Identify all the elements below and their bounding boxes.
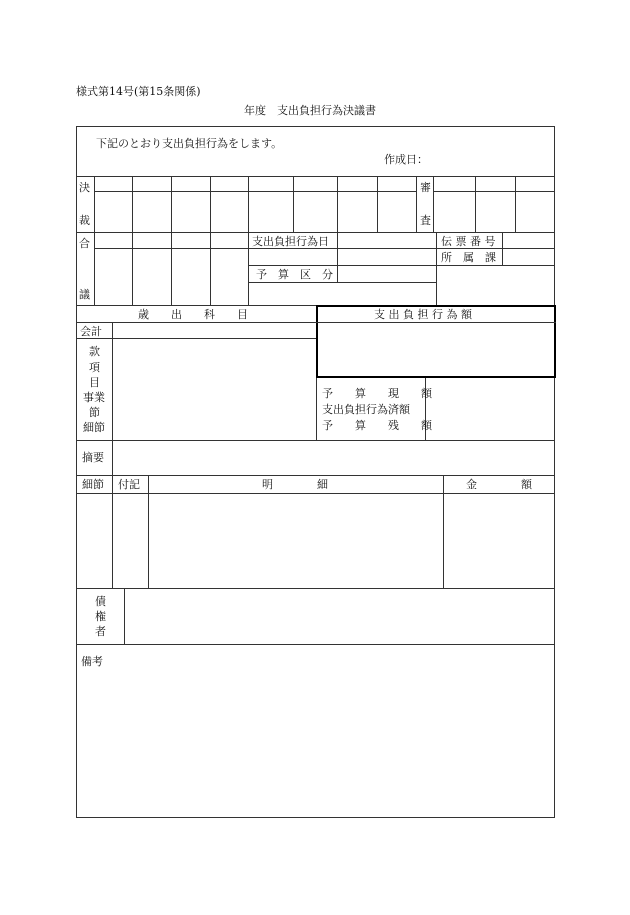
form-frame bbox=[76, 126, 555, 818]
detail-label: 明 細 bbox=[262, 478, 328, 491]
item-label-saisetsu: 細節 bbox=[83, 421, 105, 434]
kessai-char-2: 裁 bbox=[79, 214, 90, 227]
form-number: 様式第14号(第15条関係) bbox=[76, 85, 201, 98]
remarks-label: 備考 bbox=[81, 655, 103, 668]
item-label-moku: 目 bbox=[89, 376, 100, 389]
commitment-amount-label: 支 出 負 担 行 為 額 bbox=[374, 308, 472, 321]
budget-remaining-label: 予 算 残 額 bbox=[322, 419, 432, 432]
kaikei-label: 会計 bbox=[80, 325, 102, 338]
intro-statement: 下記のとおり支出負担行為をします。 bbox=[96, 137, 283, 150]
form-title: 年度 支出負担行為決議書 bbox=[244, 104, 376, 117]
note-label: 付記 bbox=[118, 478, 140, 491]
item-label-kan: 款 bbox=[89, 345, 100, 358]
commitment-date-label: 支出負担行為日 bbox=[252, 235, 329, 248]
item-label-jigyou: 事業 bbox=[83, 391, 105, 404]
shinsa-char-1: 審 bbox=[420, 181, 431, 194]
creation-date-label: 作成日： bbox=[384, 153, 428, 166]
item-label-kou: 項 bbox=[89, 361, 100, 374]
gogi-char-1: 合 bbox=[79, 237, 90, 250]
creditor-char-2: 権 bbox=[95, 610, 106, 623]
item-label-setsu: 節 bbox=[89, 406, 100, 419]
budget-category-label: 予 算 区 分 bbox=[256, 268, 333, 281]
kessai-char-1: 決 bbox=[79, 181, 90, 194]
summary-label: 摘要 bbox=[82, 451, 104, 464]
department-label: 所 属 課 bbox=[441, 251, 496, 264]
subsection-label: 細節 bbox=[82, 478, 104, 491]
creditor-char-3: 者 bbox=[95, 625, 106, 638]
commitment-done-label: 支出負担行為済額 bbox=[322, 403, 410, 416]
creditor-char-1: 債 bbox=[95, 595, 106, 608]
expenditure-items-label: 歳 出 科 目 bbox=[138, 308, 248, 321]
amount-label: 金 額 bbox=[466, 478, 532, 491]
budget-current-label: 予 算 現 額 bbox=[322, 387, 432, 400]
shinsa-char-2: 査 bbox=[420, 214, 431, 227]
gogi-char-2: 議 bbox=[79, 288, 90, 301]
voucher-number-label: 伝 票 番 号 bbox=[441, 235, 496, 248]
